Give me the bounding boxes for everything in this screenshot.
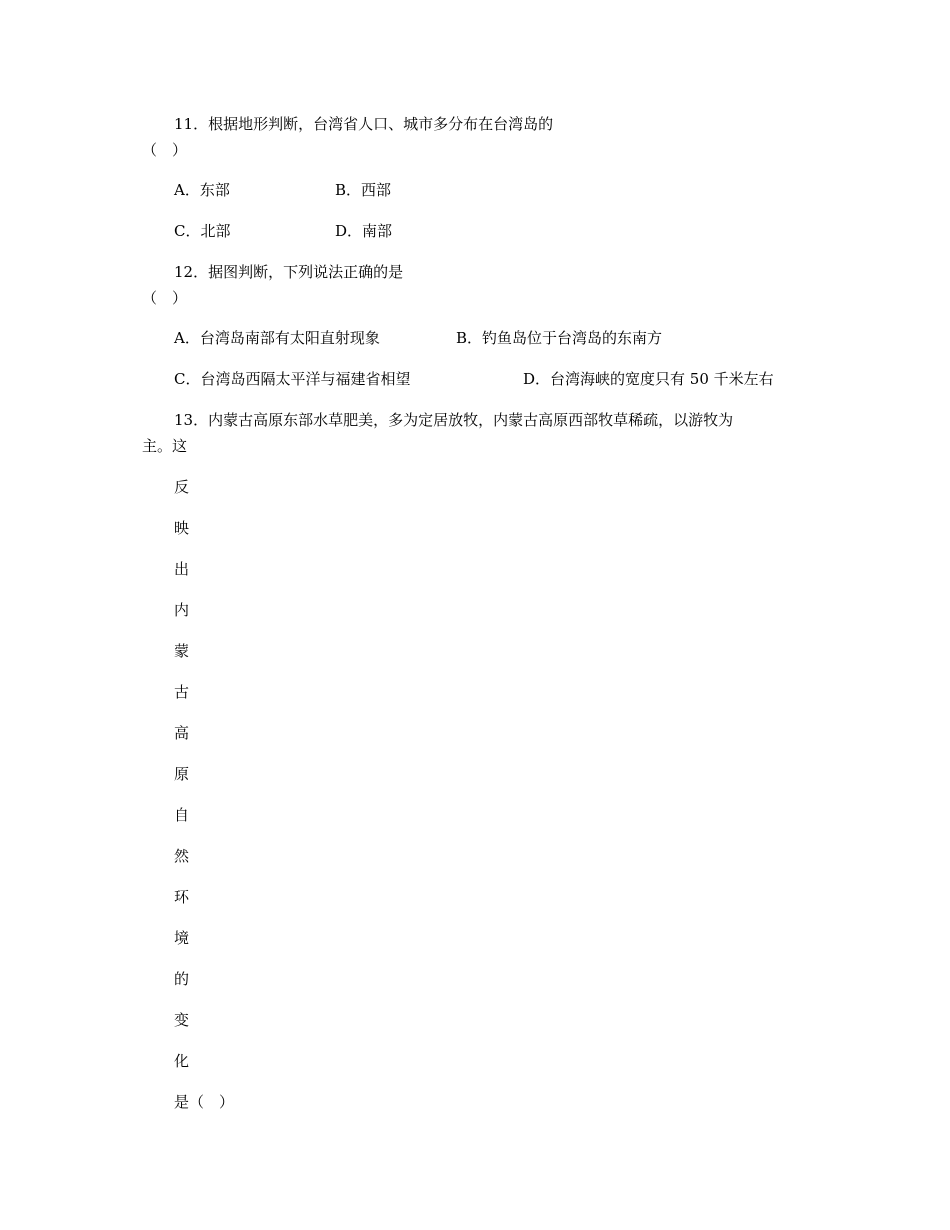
q13-vertical-char: 反 bbox=[174, 478, 190, 496]
q11-option-c: C．北部 bbox=[174, 222, 231, 240]
q13-tail: 是（ ） bbox=[174, 1093, 235, 1111]
q11-option-b: B．西部 bbox=[335, 181, 392, 199]
q12-option-d: D．台湾海峡的宽度只有 50 千米左右 bbox=[523, 370, 774, 388]
q12-option-b: B．钓鱼岛位于台湾岛的东南方 bbox=[456, 329, 663, 347]
q12-blank: （ ） bbox=[142, 289, 188, 307]
q13-vertical-char: 高 bbox=[174, 724, 190, 742]
q13-vertical-char: 映 bbox=[174, 519, 190, 537]
q12-option-c: C．台湾岛西隔太平洋与福建省相望 bbox=[174, 370, 411, 388]
q13-vertical-char: 的 bbox=[174, 970, 190, 988]
q13-vertical-char: 环 bbox=[174, 888, 190, 906]
q13-vertical-char: 化 bbox=[174, 1052, 190, 1070]
q13-vertical-char: 然 bbox=[174, 847, 190, 865]
q13-vertical-char: 境 bbox=[174, 929, 190, 947]
q11-stem: 11．根据地形判断，台湾省人口、城市多分布在台湾岛的 bbox=[174, 115, 554, 133]
q12-stem: 12．据图判断，下列说法正确的是 bbox=[174, 263, 404, 281]
q13-vertical-char: 自 bbox=[174, 806, 190, 824]
q13-vertical-char: 原 bbox=[174, 765, 190, 783]
q11-blank: （ ） bbox=[142, 141, 188, 159]
q13-vertical-char: 出 bbox=[174, 560, 190, 578]
q12-option-a: A．台湾岛南部有太阳直射现象 bbox=[174, 329, 380, 347]
q13-vertical-char: 变 bbox=[174, 1011, 190, 1029]
q13-stem-continued: 主。这 bbox=[142, 437, 188, 455]
q13-vertical-char: 古 bbox=[174, 683, 190, 701]
q13-stem: 13．内蒙古高原东部水草肥美，多为定居放牧，内蒙古高原西部牧草稀疏，以游牧为 bbox=[174, 411, 734, 429]
q11-option-d: D．南部 bbox=[335, 222, 393, 240]
q13-vertical-char: 内 bbox=[174, 601, 190, 619]
q13-vertical-char: 蒙 bbox=[174, 642, 190, 660]
q11-option-a: A．东部 bbox=[174, 181, 230, 199]
